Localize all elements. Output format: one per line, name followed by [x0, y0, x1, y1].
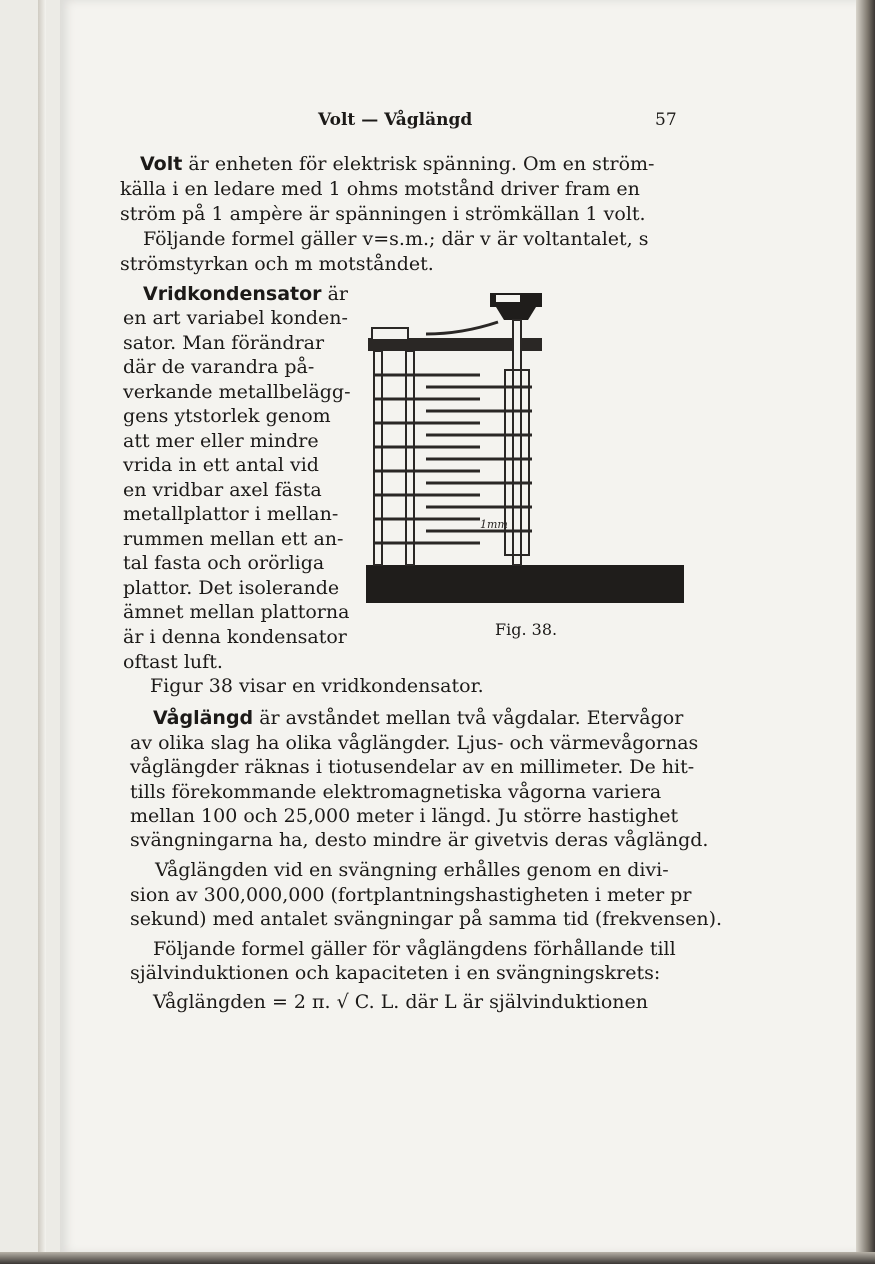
vrid-line-7: att mer eller mindre [123, 430, 319, 452]
vag-line-11: självinduktionen och kapaciteten i en svängningskrets: [130, 962, 661, 984]
volt-line-1 [140, 152, 654, 176]
vrid-line-1 [143, 282, 348, 306]
vrid-term: Vridkondensator [143, 283, 322, 305]
page-number: 57 [655, 110, 677, 130]
volt-line-3: ström på 1 ampère är spänningen i strömkällan 1 volt. [120, 203, 646, 225]
volt-line-5: strömstyrkan och m motståndet. [120, 253, 434, 275]
figure-shaft [513, 320, 521, 565]
vrid-line-9: en vridbar axel fästa [123, 479, 322, 501]
vag-term: Våglängd [153, 707, 254, 729]
vrid-line-11: rummen mellan ett an- [123, 528, 344, 550]
volt-line-1-text: är enheten för elektrisk spänning. Om en ström- [188, 153, 655, 175]
vrid-line-3: sator. Man förändrar [123, 332, 325, 354]
vrid-line-8: vrida in ett antal vid [123, 454, 319, 476]
vag-line-6: svängningarna ha, desto mindre är givetvis deras våglängd. [130, 829, 709, 851]
vrid-line-10: metallplattor i mellan- [123, 503, 339, 525]
figure-terminal [372, 328, 408, 340]
vrid-line-2: en art variabel konden- [123, 307, 348, 329]
page-right-edge [856, 0, 875, 1264]
vrid-line-12: tal fasta och orörliga [123, 552, 325, 574]
vrid-line-16: oftast luft. [123, 651, 223, 673]
figure-left-post-2 [406, 351, 414, 565]
vag-line-5: mellan 100 och 25,000 meter i längd. Ju större hastighet [130, 805, 679, 827]
vag-line-2: av olika slag ha olika våglängder. Ljus- och värmevågornas [130, 732, 699, 754]
vag-line-1-text: är avståndet mellan två vågdalar. Etervågor [259, 707, 684, 729]
page-bottom-edge [0, 1252, 875, 1264]
figure-left-post-1 [374, 351, 382, 565]
vrid-line-1-rest: är [327, 283, 349, 305]
left-page-edge [0, 0, 63, 1256]
figure-reference: Figur 38 visar en vridkondensator. [150, 675, 484, 697]
vag-line-3: våglängder räknas i tiotusendelar av en millimeter. De hit- [130, 756, 695, 778]
vag-formula-line: Våglängden = 2 π. √ C. L. där L är självinduktionen [153, 991, 648, 1013]
figure-knob-neck [496, 307, 536, 320]
volt-term: Volt [140, 153, 183, 175]
volt-line-2: källa i en ledare med 1 ohms motstånd driver fram en [120, 178, 640, 200]
vrid-line-13: plattor. Det isolerande [123, 577, 340, 599]
vag-line-4: tills förekommande elektromagnetiska vågorna variera [130, 781, 662, 803]
running-header: Volt — Våglängd [318, 110, 473, 130]
figure-lead-wire [426, 322, 498, 334]
vrid-line-15: är i denna kondensator [123, 626, 347, 648]
vrid-line-4: där de varandra på- [123, 356, 315, 378]
vag-line-7: Våglängden vid en svängning erhålles genom en divi- [155, 859, 669, 881]
variable-capacitor-figure [362, 290, 688, 610]
vrid-line-14: ämnet mellan plattorna [123, 601, 350, 623]
figure-scale-label: 1mm [480, 518, 508, 531]
vag-line-8: sion av 300,000,000 (fortplantningshastigheten i meter pr [130, 884, 692, 906]
figure-base [366, 565, 684, 603]
book-spine [38, 0, 46, 1256]
vag-line-1 [153, 706, 683, 730]
vag-line-10: Följande formel gäller för våglängdens förhållande till [153, 938, 676, 960]
vag-line-9: sekund) med antalet svängningar på samma tid (frekvensen). [130, 908, 723, 930]
volt-line-4: Följande formel gäller v=s.m.; där v är voltantalet, s [143, 228, 649, 250]
vrid-line-6: gens ytstorlek genom [123, 405, 331, 427]
figure-knob-highlight [496, 295, 520, 302]
figure-caption: Fig. 38. [495, 620, 558, 639]
vrid-line-5: verkande metallbelägg- [123, 381, 351, 403]
